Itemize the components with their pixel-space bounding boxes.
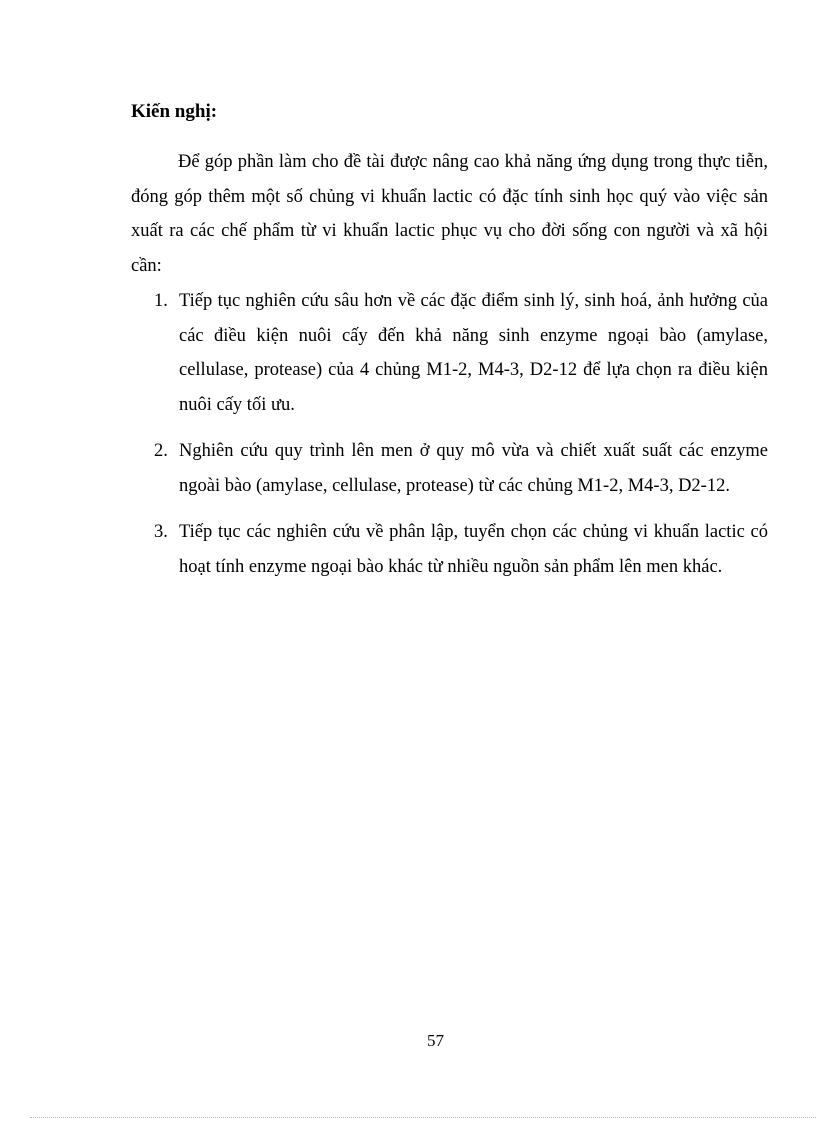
recommendation-text: Tiếp tục nghiên cứu sâu hơn về các đặc điểm sinh lý, sinh hoá, ảnh hưởng của các điều kiện nuôi cấy đến khả năng sinh enzyme ngoại bào (amylase, cellulase, protease) của 4 chủng M1-2, M4-3, D2-12 để lựa chọn ra điều kiện nuôi cấy tối ưu. bbox=[179, 291, 768, 415]
recommendation-number: 3. bbox=[154, 522, 168, 542]
recommendation-item bbox=[131, 515, 768, 584]
recommendation-item bbox=[131, 434, 768, 503]
recommendation-text: Nghiên cứu quy trình lên men ở quy mô vừa và chiết xuất suất các enzyme ngoài bào (amylase, cellulase, protease) từ các chủng M1-2, M4-3, D2-12. bbox=[179, 441, 768, 496]
page-bottom-divider bbox=[30, 1117, 816, 1118]
recommendation-list bbox=[131, 284, 768, 596]
section-heading: Kiến nghị: bbox=[131, 101, 218, 122]
recommendation-text: Tiếp tục các nghiên cứu về phân lập, tuyển chọn các chủng vi khuẩn lactic có hoạt tính enzyme ngoại bào khác từ nhiều nguồn sản phẩm lên men khác. bbox=[179, 522, 768, 577]
page-number: 57 bbox=[427, 1031, 444, 1050]
recommendation-number: 1. bbox=[154, 291, 168, 311]
recommendation-item bbox=[131, 284, 768, 422]
intro-paragraph: Để góp phần làm cho đề tài được nâng cao khả năng ứng dụng trong thực tiễn, đóng góp thêm một số chủng vi khuẩn lactic có đặc tính sinh học quý vào việc sản xuất ra các chế phẩm từ vi khuẩn lactic phục vụ cho đời sống con người và xã hội cần: bbox=[131, 152, 768, 276]
recommendation-number: 2. bbox=[154, 441, 168, 461]
